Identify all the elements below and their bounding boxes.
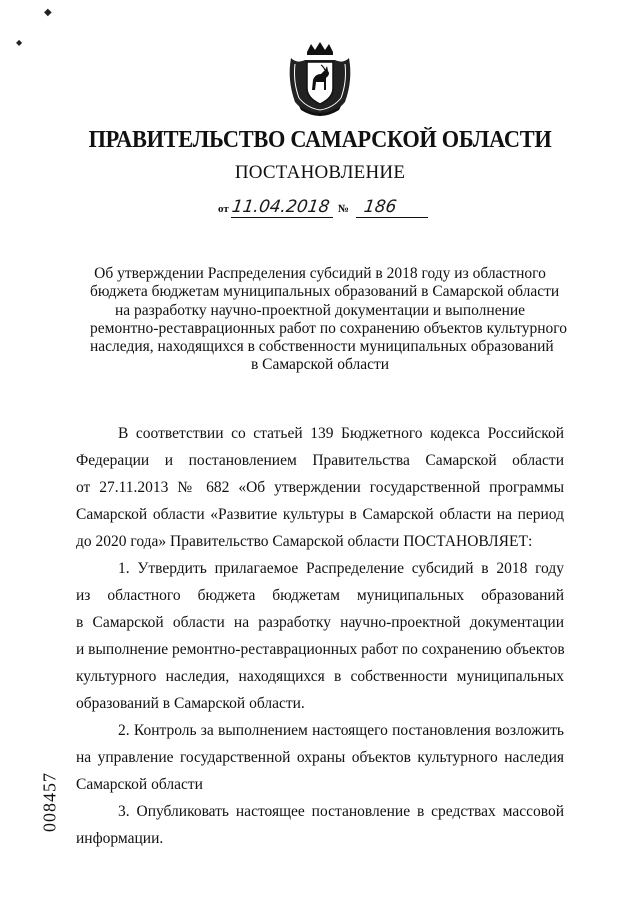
body-line: в Самарской области на разработку научно-проектной документации [76, 614, 564, 631]
date-label: от [218, 203, 229, 215]
body-line: до 2020 года» Правительство Самарской области ПОСТАНОВЛЯЕТ: [76, 533, 533, 550]
body-line: и выполнение ремонтно-реставрационных работ по сохранению объектов [76, 641, 565, 658]
subject-line: ремонтно-реставрационных работ по сохранению объектов культурного [90, 319, 568, 337]
document-subject [90, 265, 568, 375]
subject-line: Об утверждении Распределения субсидий в 2018 году из областного [94, 265, 546, 282]
subject-line: бюджета бюджетам муниципальных образований в Самарской области [90, 283, 560, 301]
body-line: 3. Опубликовать настоящее постановление в средствах массовой [118, 803, 564, 820]
number-value: 186 [362, 197, 398, 217]
body-line: информации. [76, 830, 164, 847]
item-1-paragraph [76, 555, 564, 717]
subject-line: наследия, находящихся в собственности муниципальных образований [90, 338, 554, 356]
document-body [76, 420, 564, 852]
body-line: культурного наследия, находящихся в собственности муниципальных [76, 668, 564, 685]
document-type: ПОСТАНОВЛЕНИЕ [234, 162, 406, 183]
body-line: 2. Контроль за выполнением настоящего постановления возложить [118, 722, 564, 739]
body-line: на управление государственной охраны объектов культурного наследия [76, 749, 564, 766]
scan-speck: ◆ [44, 7, 52, 18]
body-line: Самарской области «Развитие культуры в Самарской области на период [76, 506, 564, 523]
body-line: из областного бюджета бюджетам муниципальных образований [76, 587, 564, 604]
coat-of-arms-icon [285, 40, 355, 118]
number-label: № [338, 203, 350, 215]
item-3-paragraph [76, 798, 564, 852]
government-title: ПРАВИТЕЛЬСТВО САМАРСКОЙ ОБЛАСТИ [88, 127, 552, 153]
body-line: В соответствии со статьей 139 Бюджетного кодекса Российской [118, 425, 564, 442]
subject-line: на разработку научно-проектной документации и выполнение [114, 301, 526, 319]
scan-speck: ◆ [16, 38, 23, 47]
preamble-paragraph [76, 420, 564, 555]
date-number-line [218, 194, 438, 218]
margin-serial-number [38, 772, 62, 832]
body-line: образований в Самарской области. [76, 695, 305, 712]
date-value: 11.04.2018 [230, 197, 331, 217]
date-underline [231, 217, 333, 218]
number-underline [356, 217, 428, 218]
subject-line: в Самарской области [250, 356, 390, 374]
body-line: от 27.11.2013 № 682 «Об утверждении государственной программы [76, 479, 564, 496]
item-2-paragraph [76, 717, 564, 798]
body-line: 1. Утвердить прилагаемое Распределение субсидий в 2018 году [118, 560, 564, 577]
body-line: Самарской области [76, 776, 203, 793]
serial-number-text: 008457 [39, 772, 60, 832]
body-line: Федерации и постановлением Правительства Самарской области [76, 452, 564, 469]
